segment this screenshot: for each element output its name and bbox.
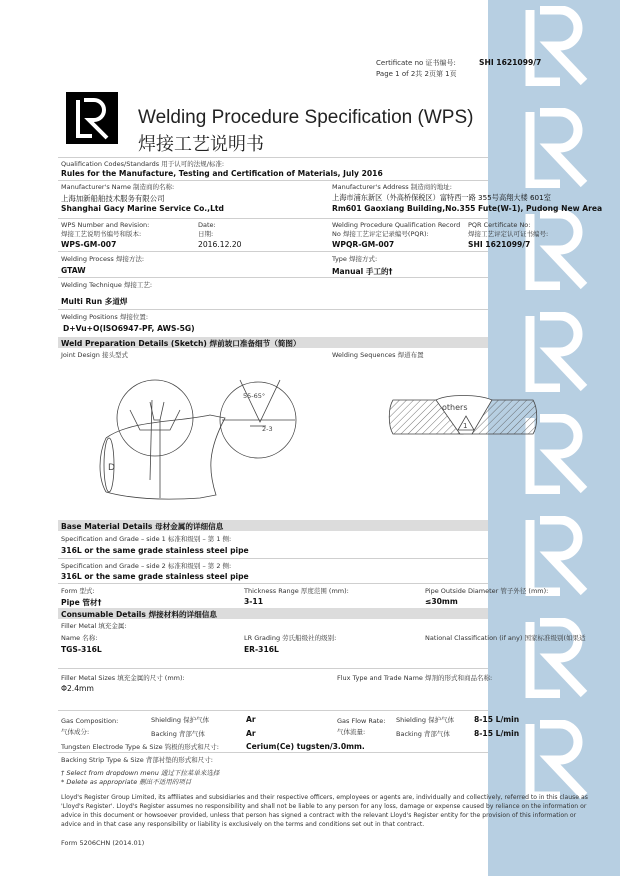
welding-technique-value: Multi Run 多道焊 <box>61 297 128 306</box>
pqr-certificate-value: SHI 1621099/7 <box>468 240 531 249</box>
pipe-od-label: Pipe Outside Diameter 管子外径 (mm): <box>425 587 549 595</box>
qualification-label: Qualification Codes/Standards 用于认可的法规/标准: <box>61 160 225 168</box>
page-indicator: Page 1 of 2共 2页第 1页 <box>376 70 457 78</box>
filler-name-label: Name 名称: <box>61 634 98 642</box>
delete-note: * Delete as appropriate 删出不适用的项目 <box>61 778 192 786</box>
pipe-od-value: ≤30mm <box>425 597 458 606</box>
form-value: Pipe 管材† <box>61 598 102 607</box>
flow-backing-label: Backing 背部气体 <box>396 730 450 738</box>
gas-composition-label: Gas Composition: <box>61 717 119 725</box>
manufacturer-name-en: Shanghai Gacy Marine Service Co.,Ltd <box>61 204 224 213</box>
bead-others-label: others <box>442 403 468 412</box>
consumable-heading: Consumable Details 焊接材料的详细信息 <box>61 610 217 619</box>
date-label: Date: <box>198 221 216 229</box>
disclaimer <box>61 793 588 829</box>
lr-watermark-icon <box>522 516 602 596</box>
lr-watermark-icon <box>522 6 602 86</box>
tungsten-electrode-label: Tungsten Electrode Type & Size 钨极的形式和尺寸: <box>61 743 219 751</box>
filler-sizes-value: Φ2.4mm <box>61 684 94 693</box>
consumable-section-header <box>58 608 488 619</box>
filler-sizes-label: Filler Metal Sizes 填充金属的尺寸 (mm): <box>61 674 185 682</box>
flow-shielding-label: Shielding 保护气体 <box>396 716 455 724</box>
gas-flow-label-cn: 气体流量: <box>337 728 366 736</box>
flow-backing-value: 8-15 L/min <box>474 729 520 738</box>
lr-grading-value: ER-316L <box>244 645 279 654</box>
divider <box>58 583 488 584</box>
welding-process-label: Welding Process 焊接方法: <box>61 255 145 263</box>
backing-strip-label: Backing Strip Type & Size 背部衬垫的形式和尺寸: <box>61 756 213 764</box>
thickness-label: Thickness Range 厚度范围 (mm): <box>244 587 349 595</box>
document-title: Welding Procedure Specification (WPS) <box>138 107 474 128</box>
pqr-value: WPQR-GM-007 <box>332 240 395 249</box>
divider <box>58 668 488 669</box>
divider <box>58 309 488 310</box>
divider <box>58 558 488 559</box>
lr-watermark-icon <box>522 312 602 392</box>
joint-design-sketch <box>90 360 300 515</box>
date-value: 2016.12.20 <box>198 240 242 249</box>
disclaimer-line: advice in this document or howsoever provided, unless that person has signed a contract with the relevant Lloyd's Register entity for the provision of this information or <box>61 812 577 819</box>
gas-composition-label-cn: 气体成分: <box>61 728 90 736</box>
divider <box>58 251 488 252</box>
divider <box>58 752 488 753</box>
certificate-label: Certificate no 证书编号: <box>376 59 456 67</box>
lr-watermark-icon <box>522 108 602 188</box>
weld-prep-heading: Weld Preparation Details (Sketch) 焊前坡口准备细节（简图） <box>61 339 301 348</box>
base-material-section-header <box>58 520 488 531</box>
date-label-cn: 日期: <box>198 230 214 238</box>
welding-technique-label: Welding Technique 焊接工艺: <box>61 281 153 289</box>
lr-logo-icon <box>66 92 118 144</box>
lr-watermark-icon <box>522 618 602 698</box>
manufacturer-address-label: Manufacturer's Address 制造商的地址: <box>332 183 452 191</box>
divider <box>58 157 488 158</box>
tungsten-electrode-value: Cerium(Ce) tugsten/3.0mm. <box>246 742 365 751</box>
pqr-certificate-label: PQR Certificate No: <box>468 221 531 229</box>
certificate-number: SHI 1621099/7 <box>479 58 542 67</box>
document-title-cn: 焊接工艺说明书 <box>138 134 264 155</box>
qualification-value: Rules for the Manufacture, Testing and Certification of Materials, July 2016 <box>61 169 383 178</box>
manufacturer-address-cn: 上海市浦东新区（外高桥保税区）富特西一路 355号高翔大楼 601室 <box>332 193 551 202</box>
divider <box>58 218 488 219</box>
lloyds-register-logo <box>66 92 118 144</box>
groove-angle-label: 55-65° <box>243 392 266 400</box>
joint-design-label: Joint Design 接头型式 <box>61 351 128 359</box>
wps-number-label-cn: 焊接工艺说明书编号和版本: <box>61 230 142 238</box>
divider <box>58 277 488 278</box>
gas-flow-label: Gas Flow Rate: <box>337 717 386 725</box>
side1-label: Specification and Grade – side 1 标准和级别 – 第 1 侧: <box>61 535 232 543</box>
filler-metal-label: Filler Metal 填充金属: <box>61 622 127 630</box>
flow-shielding-value: 8-15 L/min <box>474 715 520 724</box>
dropdown-note: † Select from dropdown menu 通过下拉菜单来选择 <box>61 769 220 777</box>
divider <box>58 180 488 181</box>
manufacturer-name-label: Manufacturer's Name 制造商的名称: <box>61 183 175 191</box>
backing-value: Ar <box>246 729 256 738</box>
type-value: Manual 手工的† <box>332 267 393 276</box>
lr-watermark-icon <box>522 210 602 290</box>
disclaimer-line: advice and in that case any responsibility or liability is exclusively on the terms and conditions set out in that contract. <box>61 821 425 828</box>
form-number: Form 5206CHN (2014.01) <box>61 839 145 847</box>
shielding-label: Shielding 保护气体 <box>151 716 210 724</box>
form-label: Form 型式: <box>61 587 95 595</box>
flux-type-label: Flux Type and Trade Name 焊剂的形式和商品名称: <box>337 674 493 682</box>
wps-number-label: WPS Number and Revision: <box>61 221 150 229</box>
welding-sequence-sketch <box>388 390 538 446</box>
welding-positions-value: D+Vu+O(ISO6947-PF, AWS-5G) <box>63 324 195 333</box>
welding-positions-label: Welding Positions 焊接位置: <box>61 313 149 321</box>
weld-prep-section-header <box>58 337 488 348</box>
manufacturer-name-cn: 上海加新船舶技术服务有限公司 <box>61 194 165 203</box>
welding-process-value: GTAW <box>61 266 86 275</box>
pipe-d-label: D <box>108 463 115 473</box>
root-bead-label: 1 <box>463 422 468 430</box>
base-material-heading: Base Material Details 母材金属的详细信息 <box>61 522 224 531</box>
root-gap-label: 2-3 <box>262 425 273 433</box>
filler-name-value: TGS-316L <box>61 645 102 654</box>
pqr-label-cn: No 焊接工艺评定记录编号(PQR): <box>332 230 429 238</box>
lr-watermark-icon <box>522 720 602 800</box>
wps-number-value: WPS-GM-007 <box>61 240 117 249</box>
divider <box>58 710 488 711</box>
national-classification-label: National Classification (if any) 国家标准级别(如果适 <box>425 634 586 642</box>
thickness-value: 3-11 <box>244 597 264 606</box>
side1-value: 316L or the same grade stainless steel pipe <box>61 546 249 555</box>
pqr-label: Welding Procedure Qualification Record <box>332 221 461 229</box>
side2-label: Specification and Grade – side 2 标准和级别 – 第 2 侧: <box>61 562 232 570</box>
welding-sequences-label: Welding Sequences 焊道布置 <box>332 351 424 359</box>
backing-label: Backing 背部气体 <box>151 730 205 738</box>
disclaimer-line: Lloyd's Register Group Limited, its affiliates and subsidiaries and their respective officers, employees or agents are, individually and collectively, referred to in this clause as <box>61 794 588 801</box>
manufacturer-address-en: Rm601 Gaoxiang Building,No.355 Fute(W-1), Pudong New Area <box>332 204 603 213</box>
shielding-value: Ar <box>246 715 256 724</box>
side2-value: 316L or the same grade stainless steel pipe <box>61 572 249 581</box>
lr-grading-label: LR Grading 劳氏船级社的级别: <box>244 634 337 642</box>
disclaimer-line: 'Lloyd's Register'. Lloyd's Register assumes no responsibility and shall not be liable to any person for any loss, damage or expense caused by reliance on the information or <box>61 803 587 810</box>
type-label: Type 焊接方式: <box>332 255 378 263</box>
pqr-certificate-label-cn: 焊接工艺评定认可证书编号: <box>468 230 549 238</box>
